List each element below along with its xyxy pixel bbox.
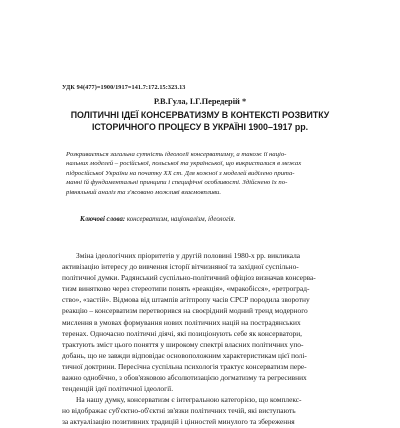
body-line: теренах. Одночасно політичні діячі, які позиціонують себе як консерватори, [62,328,303,338]
body-line: тизм винятково через стереотипи понять «реакція», «мракобісся», «ретроград- [62,284,310,294]
title-line: ІСТОРИЧНОГО ПРОЦЕСУ В УКРАЇНІ 1900–1917 рр. [91,121,309,132]
body-line: мислення в умовах формування нових політичних націй на пострадянських [62,317,301,327]
body-line: трактують зміст цього поняття у широкому спектрі власних політичних упо- [62,339,304,349]
article-title [20,110,380,133]
abstract-line: манні їй фундаментальні принципи і специфічні особливості. Здійснено їх по- [66,179,288,187]
body-line: політичної думки. Радянський суспільно-політичний офіціоз визначав консерва- [62,273,316,283]
body-line: ство», «застій». Відмова від штампів агітпропу часів СРСР породила зворотну [62,295,310,305]
keywords-text: консерватизм, націоналізм, ідеологія. [126,216,236,223]
body-text [62,250,384,428]
keywords [80,216,235,223]
abstract-line: Розкривається загальна сутність ідеології консерватизму, а також її націо- [66,151,287,158]
abstract-line: підросійської України на початку ХХ ст. Для кожної з моделей виділено прита- [66,169,295,177]
body-line: Зміна ідеологічних пріоритетів у другій половині 1980-х рр. викликала [76,251,301,260]
body-line: добань, що не завжди відповідає основоположним характеристикам цієї полі- [62,350,307,360]
body-line: тичної доктрини. Пересічна суспільна психологія трактує консерватизм пере- [62,361,307,371]
body-line: важно однобічно, з обов'язковою абсолютизацією догматизму та регресивних [62,373,307,383]
abstract [66,150,376,197]
body-line: за актуалізацію позитивних традицій і цінностей минулого та збереження [62,417,295,427]
keywords-label: Ключові слова: [80,216,126,223]
abstract-line: нальних моделей – російської, польської та української, що викристалися в межах [66,160,302,168]
body-line: но відображає суб'єктно-об'єктні зв'язки політичних течій, які виступають [62,406,296,416]
body-line: активізацію інтересу до вивчення історії вітчизняної та західної суспільно- [62,262,299,272]
abstract-line: рівняльний аналіз та з'ясовано можливі взаємовпливи. [66,188,222,196]
body-line: тенденцій ідеї політичної ідеології. [62,384,174,394]
body-line: На нашу думку, консерватизм є інтегральною категорією, що комплекс- [76,395,302,405]
authors: Р.В.Гула, І.Г.Передерій * [153,97,247,106]
udc-code: УДК 94(477)=1900/1917=141.7:172.15:323.13 [62,84,186,91]
title-line: ПОЛІТИЧНІ ІДЕЇ КОНСЕРВАТИЗМУ В КОНТЕКСТІ РОЗВИТКУ [70,110,330,120]
body-line: реакцію – консерватизм перетворився на своєрідний модний тренд модерного [62,306,308,316]
